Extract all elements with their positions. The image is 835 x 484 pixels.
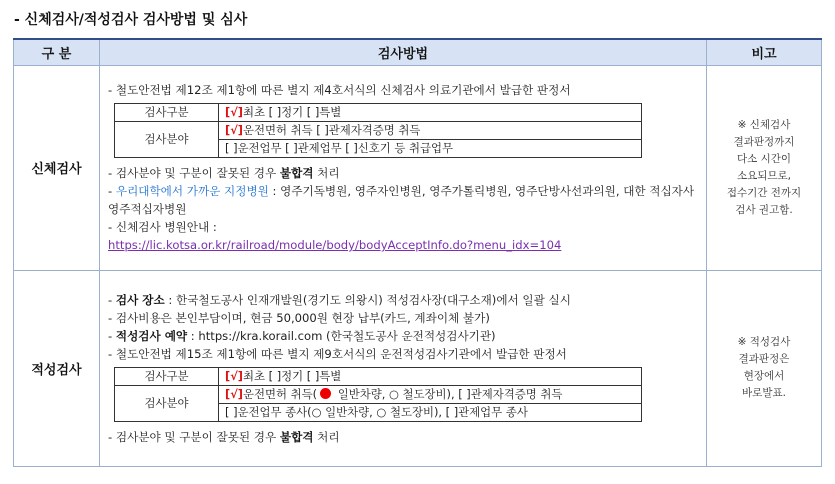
aptitude-line-3: - 적성검사 예약 : https://kra.korail.com (한국철도공사 운전적성검사기관) [108, 328, 496, 343]
physical-row2-options: 운전면허 취득 [ ]관제자격증명 취득 [243, 123, 421, 137]
aptitude-line-4: - 철도안전법 제15조 제1항에 따른 별지 제9호서식의 운전적성검사기관에서 발급한 판정서 [108, 346, 567, 361]
checked-mark: [√] [225, 123, 244, 137]
aptitude-form-table: 검사구분 [√]최초 [ ]정기 [ ]특별 검사분야 [√]운전면허 취득( 일반차량, ○ 철도장비), [ ]관제자격증명 취득 [ ]운전업무 종사(○ 일반차량, ○ 철도장비), [ ]관제업무 종사 [114, 367, 642, 422]
hospital-info-link[interactable]: https://lic.kotsa.or.kr/railroad/module/body/bodyAcceptInfo.do?menu_idx=104 [108, 238, 562, 252]
page-title: - 신체검사/적성검사 검사방법 및 심사 [14, 12, 248, 28]
aptitude-row3-options: [ ]운전업무 종사(○ 일반차량, ○ 철도장비), [ ]관제업무 종사 [219, 403, 642, 421]
aptitude-line-1: - 검사 장소 : 한국철도공사 인재개발원(경기도 의왕시) 적성검사장(대구소재)에서 일괄 실시 [108, 292, 571, 307]
header-method: 검사방법 [100, 39, 707, 65]
table-header-row [14, 39, 822, 65]
aptitude-row2-label: 검사분야 [115, 385, 219, 421]
checked-mark: [√] [225, 368, 244, 383]
aptitude-row1-options: 최초 [ ]정기 [ ]특별 [243, 368, 342, 383]
physical-note: ※ 신체검사 결과판정까지 다소 시간이 소요되므로, 접수기간 전까지 검사 권고함. [707, 65, 822, 270]
aptitude-test-row [14, 270, 822, 466]
aptitude-note: ※ 적성검사 결과판정은 현장에서 바로발표. [707, 270, 822, 466]
inspection-table [13, 38, 822, 467]
checked-mark: [√] [225, 105, 244, 119]
designated-hospital-label: 우리대학에서 가까운 지정병원 [115, 184, 269, 198]
aptitude-method [100, 270, 707, 466]
physical-exam-row [14, 65, 822, 270]
checked-mark: [√] [225, 386, 244, 401]
header-remarks: 비고 [707, 39, 822, 65]
physical-row1-options: 최초 [ ]정기 [ ]특별 [243, 105, 342, 119]
physical-row1-label: 검사구분 [115, 104, 219, 122]
aptitude-category: 적성검사 [14, 270, 100, 466]
aptitude-line-2: - 검사비용은 본인부담이며, 현금 50,000원 현장 납부(카드, 계좌이체 불가) [108, 310, 490, 325]
physical-row2-label: 검사분야 [115, 122, 219, 158]
aptitude-line-5: - 검사분야 및 구분이 잘못된 경우 불합격 처리 [108, 429, 340, 444]
aptitude-row1-label: 검사구분 [115, 367, 219, 385]
physical-line-2: - 검사분야 및 구분이 잘못된 경우 불합격 처리 [108, 166, 340, 180]
physical-method [100, 65, 707, 270]
physical-line-4: - 신체검사 병원안내 : [108, 220, 217, 234]
physical-form-table [114, 103, 642, 158]
physical-line-3: - 우리대학에서 가까운 지정병원 : 영주기독병원, 영주자인병원, 영주가톨릭병원, 영주단방사선과의원, 대한 적십자사 영주적십자병원 [108, 184, 695, 216]
filled-radio-icon [320, 388, 331, 399]
physical-category: 신체검사 [14, 65, 100, 270]
physical-row3-options: [ ]운전업무 [ ]관제업무 [ ]신호기 등 취급업무 [219, 140, 642, 158]
physical-line-1: - 철도안전법 제12조 제1항에 따른 별지 제4호서식의 신체검사 의료기관에서 발급한 판정서 [108, 83, 571, 97]
header-category: 구 분 [14, 39, 100, 65]
